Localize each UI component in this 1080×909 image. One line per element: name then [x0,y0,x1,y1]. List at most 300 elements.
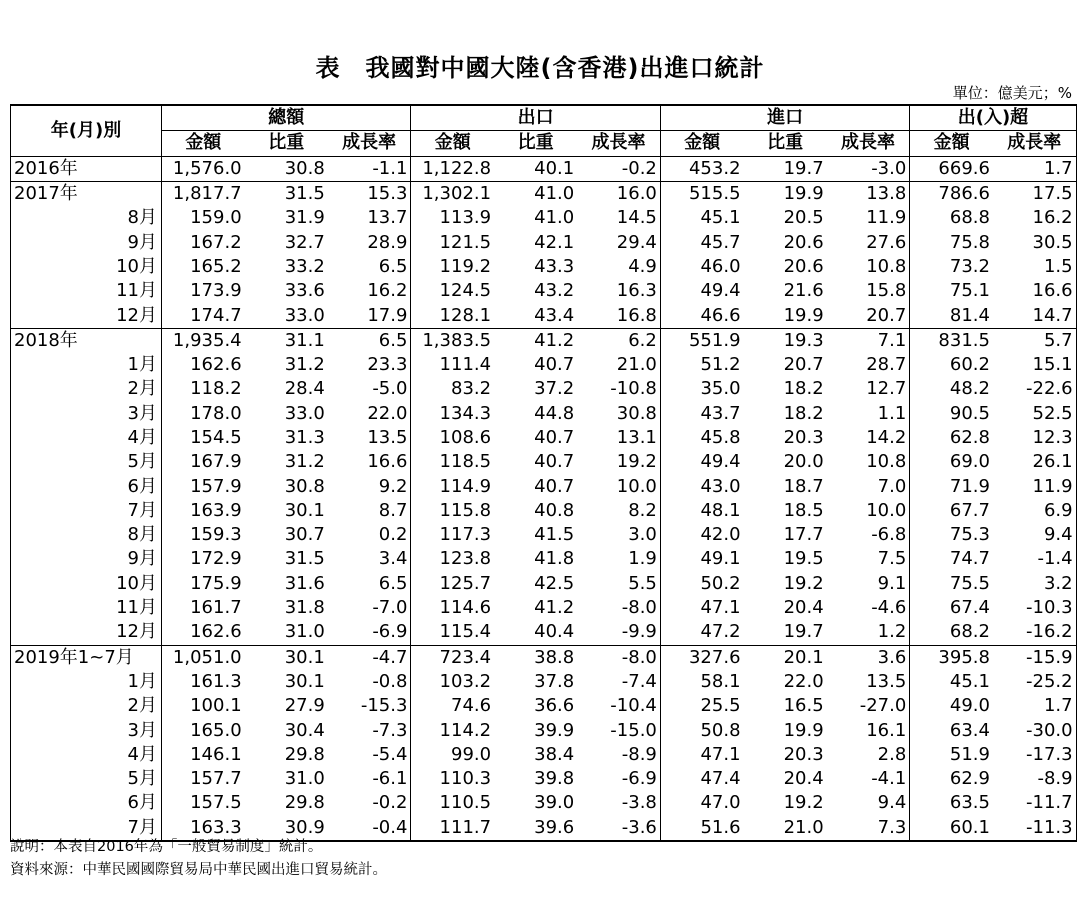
row-label-header: 年(月)別 [11,105,162,156]
table-cell: -15.9 [993,645,1076,670]
table-cell: 327.6 [660,645,743,670]
table-cell: 71.9 [910,474,993,498]
sub-header: 成長率 [993,131,1076,156]
table-cell: 14.5 [616,207,657,229]
table-cell: 41.0 [534,207,575,229]
table-cell: -6.1 [372,768,408,790]
row-label: 4月 [11,426,162,450]
table-cell: 41.5 [534,524,575,546]
table-cell: 60.2 [910,353,993,377]
sub-header: 成長率 [577,131,660,156]
table-cell: 49.4 [660,450,743,474]
table-cell: 20.3 [783,427,824,448]
table-cell: 49.1 [660,547,743,571]
table-cell: -0.2 [577,156,660,181]
table-cell: -8.9 [621,743,657,765]
row-label: 5月 [11,450,162,474]
row-label: 10月 [11,255,162,279]
table-cell: 10.8 [866,255,907,277]
table-cell: 118.2 [162,377,245,401]
table-cell: 36.6 [534,695,575,717]
table-cell: 75.1 [910,279,993,303]
table-cell: 45.8 [660,426,743,450]
row-label: 6月 [11,474,162,498]
table-cell: 46.6 [660,303,743,328]
table-cell: 5.5 [628,572,657,594]
explanation-note: 說明：本表自2016年為「一般貿易制度」統計。 [10,839,323,855]
group-header-balance: 出(入)超 [910,105,1076,131]
table-cell: -1.1 [328,156,411,181]
table-cell: 67.7 [910,499,993,523]
table-cell: 20.0 [783,451,824,473]
table-cell: 17.9 [367,304,408,326]
table-cell: 33.6 [284,280,325,302]
table-cell: -25.2 [993,670,1076,694]
table-cell: 39.8 [534,768,575,790]
table-cell: 30.7 [284,524,325,546]
table-cell: 1,302.1 [411,181,494,206]
table-cell: 17.5 [993,181,1076,206]
sub-header: 成長率 [827,131,910,156]
table-cell: -5.0 [372,378,408,400]
row-label: 2月 [11,694,162,718]
table-cell: 20.6 [783,231,824,253]
table-cell: 117.3 [411,523,494,547]
sub-header: 金額 [660,131,743,156]
unit-note: 單位：億美元；% [952,84,1072,102]
group-header-total: 總額 [162,105,411,131]
table-cell: 31.0 [284,621,325,643]
table-cell: 49.0 [910,694,993,718]
table-cell: 31.5 [245,181,328,206]
table-cell: 69.0 [910,450,993,474]
table-cell: 3.2 [993,572,1076,596]
table-cell: 20.7 [866,304,907,326]
table-cell: 3.4 [378,548,408,570]
row-label: 2月 [11,377,162,401]
table-cell: 19.2 [783,792,824,814]
table-cell: 31.0 [284,768,325,790]
row-label: 2018年 [11,328,162,353]
row-label: 9月 [11,230,162,254]
table-cell: 18.5 [783,499,824,521]
table-row [11,694,1077,718]
table-cell: 7.0 [877,475,907,497]
table-cell: 30.8 [284,475,325,497]
table-row [11,279,1077,303]
table-cell: 157.7 [162,767,245,791]
table-cell: 124.5 [411,279,494,303]
table-cell: 7.3 [827,816,910,841]
table-cell: 20.1 [744,645,827,670]
table-cell: -0.8 [372,670,408,692]
table-cell: 125.7 [411,572,494,596]
row-label: 8月 [11,206,162,230]
table-cell: 157.5 [162,791,245,815]
table-cell: 13.5 [866,670,907,692]
table-cell: 47.1 [660,743,743,767]
sub-header: 金額 [910,131,993,156]
table-cell: 52.5 [993,402,1076,426]
table-cell: 10.0 [616,475,657,497]
footnotes [10,836,387,882]
table-cell: 29.8 [284,743,325,765]
row-label: 2019年1~7月 [11,645,162,670]
table-cell: 75.5 [910,572,993,596]
table-cell: 167.9 [162,450,245,474]
table-cell: 161.7 [162,596,245,620]
table-cell: 40.7 [534,475,575,497]
table-cell: 81.4 [910,303,993,328]
table-cell: 1.5 [993,255,1076,279]
group-header-import: 進口 [660,105,909,131]
table-cell: 515.5 [660,181,743,206]
table-cell: -11.3 [993,816,1076,841]
row-label: 3月 [11,718,162,742]
table-cell: 13.5 [367,427,408,448]
table-cell: 110.5 [411,791,494,815]
table-cell: 5.7 [993,328,1076,353]
row-label: 12月 [11,303,162,328]
table-cell: 30.1 [284,499,325,521]
table-cell: 40.7 [534,451,575,473]
table-cell: 108.6 [411,426,494,450]
table-cell: 19.9 [783,304,824,326]
table-cell: 20.4 [783,597,824,619]
table-row [11,450,1077,474]
table-cell: 15.8 [866,280,907,302]
table-cell: 9.4 [993,523,1076,547]
row-label: 5月 [11,767,162,791]
table-cell: 1,817.7 [162,181,245,206]
table-cell: 43.4 [534,304,575,326]
table-cell: 67.4 [910,596,993,620]
table-cell: 47.4 [660,767,743,791]
table-cell: 111.7 [411,816,494,841]
table-cell: 453.2 [660,156,743,181]
table-cell: 20.3 [783,743,824,765]
table-cell: -6.9 [621,768,657,790]
table-cell: 39.9 [534,719,575,741]
source-note: 資料來源：中華民國國際貿易局中華民國出進口貿易統計。 [10,862,387,878]
table-cell: 31.2 [284,354,325,376]
table-cell: 1.1 [877,402,907,424]
table-cell: 30.1 [284,670,325,692]
table-cell: -17.3 [993,743,1076,767]
table-cell: 45.1 [660,206,743,230]
table-cell: 19.9 [783,719,824,741]
table-cell: 43.3 [534,255,575,277]
table-cell: 173.9 [162,279,245,303]
table-cell: 10.0 [866,499,907,521]
table-cell: 73.2 [910,255,993,279]
table-cell: 6.5 [378,572,408,594]
table-cell: 16.5 [783,695,824,717]
table-cell: 6.5 [378,255,408,277]
table-row [11,499,1077,523]
table-cell: 99.0 [411,743,494,767]
table-cell: 19.2 [616,451,657,473]
table-cell: 42.5 [534,572,575,594]
row-label: 4月 [11,743,162,767]
table-cell: 28.7 [866,354,907,376]
table-cell: 50.2 [660,572,743,596]
table-cell: 4.9 [628,255,657,277]
table-cell: -7.0 [372,597,408,619]
table-cell: 9.4 [877,792,907,814]
table-cell: 33.2 [284,255,325,277]
table-cell: 47.0 [660,791,743,815]
table-cell: 16.0 [577,181,660,206]
table-cell: 8.2 [628,499,657,521]
table-cell: 10.8 [866,451,907,473]
table-cell: 42.0 [660,523,743,547]
table-row [11,402,1077,426]
table-cell: 175.9 [162,572,245,596]
table-cell: -6.8 [871,524,907,546]
table-cell: 39.6 [494,816,577,841]
row-label: 8月 [11,523,162,547]
table-cell: 121.5 [411,230,494,254]
table-cell: 831.5 [910,328,993,353]
table-row [11,547,1077,571]
table-cell: 20.6 [783,255,824,277]
table-cell: 37.2 [534,378,575,400]
table-cell: 16.1 [866,719,907,741]
group-header-export: 出口 [411,105,660,131]
table-cell: 1,576.0 [162,156,245,181]
table-cell: 114.9 [411,474,494,498]
sub-header: 比重 [245,131,328,156]
table-cell: -8.9 [993,767,1076,791]
table-cell: 9.1 [877,572,907,594]
table-cell: 37.8 [534,670,575,692]
table-cell: 30.4 [284,719,325,741]
table-cell: 49.4 [660,279,743,303]
row-label: 9月 [11,547,162,571]
table-cell: 128.1 [411,303,494,328]
table-row [11,255,1077,279]
table-row [11,377,1077,401]
table-cell: 47.2 [660,620,743,645]
table-cell: -0.2 [372,792,408,814]
table-cell: 146.1 [162,743,245,767]
table-cell: 7.1 [827,328,910,353]
table-cell: 165.2 [162,255,245,279]
sub-header: 金額 [411,131,494,156]
table-cell: 111.4 [411,353,494,377]
table-cell: -7.4 [621,670,657,692]
row-label: 1月 [11,670,162,694]
table-cell: 13.1 [616,427,657,448]
table-cell: 74.7 [910,547,993,571]
table-cell: 22.0 [783,670,824,692]
table-row [11,206,1077,230]
row-label: 10月 [11,572,162,596]
table-cell: 30.8 [616,402,657,424]
row-label: 7月 [11,499,162,523]
table-cell: -3.0 [827,156,910,181]
table-cell: 43.0 [660,474,743,498]
table-cell: 16.8 [616,304,657,326]
table-cell: 163.3 [162,816,245,841]
table-cell: 13.7 [367,207,408,229]
table-cell: 9.2 [378,475,408,497]
row-label: 6月 [11,791,162,815]
table-cell: 786.6 [910,181,993,206]
table-cell: 20.7 [783,354,824,376]
table-cell: 41.0 [494,181,577,206]
table-cell: 17.7 [783,524,824,546]
table-cell: 48.1 [660,499,743,523]
table-cell: 31.8 [284,597,325,619]
table-cell: 74.6 [411,694,494,718]
table-cell: 62.9 [910,767,993,791]
table-cell: 159.3 [162,523,245,547]
table-cell: 172.9 [162,547,245,571]
table-cell: 38.4 [534,743,575,765]
table-cell: 19.7 [783,621,824,643]
table-cell: 68.8 [910,206,993,230]
table-cell: -16.2 [993,620,1076,645]
table-cell: 51.6 [660,816,743,841]
table-cell: 167.2 [162,230,245,254]
table-cell: 18.2 [783,378,824,400]
table-cell: 178.0 [162,402,245,426]
table-cell: 19.2 [783,572,824,594]
table-cell: 1,122.8 [411,156,494,181]
table-cell: 47.1 [660,596,743,620]
sub-header: 成長率 [328,131,411,156]
table-cell: 40.7 [534,354,575,376]
table-row [11,230,1077,254]
table-cell: -9.9 [621,621,657,643]
sub-header: 比重 [744,131,827,156]
table-cell: 40.4 [534,621,575,643]
table-cell: 1,051.0 [162,645,245,670]
table-cell: 31.5 [284,548,325,570]
table-cell: 21.0 [744,816,827,841]
table-cell: 162.6 [162,620,245,645]
table-cell: -11.7 [993,791,1076,815]
table-cell: 35.0 [660,377,743,401]
table-cell: -8.0 [577,645,660,670]
table-cell: 16.6 [993,279,1076,303]
table-cell: 44.8 [534,402,575,424]
sub-header: 金額 [162,131,245,156]
table-cell: 100.1 [162,694,245,718]
table-cell: -15.3 [360,695,408,717]
row-label: 12月 [11,620,162,645]
row-label: 11月 [11,279,162,303]
table-cell: 8.7 [378,499,408,521]
table-cell: 75.3 [910,523,993,547]
table-cell: -3.8 [621,792,657,814]
table-cell: 51.2 [660,353,743,377]
table-cell: 63.4 [910,718,993,742]
table-cell: 75.8 [910,230,993,254]
table-row [11,181,1077,206]
table-cell: 669.6 [910,156,993,181]
table-cell: 15.1 [993,353,1076,377]
table-row [11,474,1077,498]
row-label: 2017年 [11,181,162,206]
table-cell: 62.8 [910,426,993,450]
table-cell: 21.6 [783,280,824,302]
table-row [11,670,1077,694]
table-cell: 723.4 [411,645,494,670]
row-label: 7月 [11,816,162,841]
table-cell: 119.2 [411,255,494,279]
table-cell: 40.1 [494,156,577,181]
table-cell: 163.9 [162,499,245,523]
table-cell: 21.0 [616,354,657,376]
row-label: 1月 [11,353,162,377]
table-cell: -22.6 [993,377,1076,401]
table-cell: -10.4 [610,695,657,717]
row-label: 11月 [11,596,162,620]
table-cell: 28.9 [367,231,408,253]
table-cell: 60.1 [910,816,993,841]
table-cell: 30.8 [245,156,328,181]
table-cell: 90.5 [910,402,993,426]
table-cell: 45.7 [660,230,743,254]
table-cell: 33.0 [284,402,325,424]
table-cell: 19.5 [783,548,824,570]
table-cell: 115.8 [411,499,494,523]
table-cell: 134.3 [411,402,494,426]
table-cell: 6.2 [577,328,660,353]
table-cell: 18.7 [783,475,824,497]
table-cell: 27.6 [866,231,907,253]
table-cell: -15.0 [610,719,657,741]
table-cell: 45.1 [910,670,993,694]
table-cell: 19.9 [744,181,827,206]
table-cell: -10.8 [610,378,657,400]
table-row [11,426,1077,450]
table-cell: 12.7 [866,378,907,400]
table-cell: 39.0 [534,792,575,814]
table-cell: 40.7 [534,427,575,448]
table-cell: 38.8 [494,645,577,670]
table-cell: 6.5 [328,328,411,353]
table-cell: 12.3 [993,426,1076,450]
table-cell: 51.9 [910,743,993,767]
table-cell: 174.7 [162,303,245,328]
table-cell: 31.1 [245,328,328,353]
table-cell: 13.8 [827,181,910,206]
table-cell: 58.1 [660,670,743,694]
table-cell: -6.9 [372,621,408,643]
table-row [11,596,1077,620]
table-row [11,303,1077,328]
table-cell: 30.5 [993,230,1076,254]
table-cell: 16.2 [993,206,1076,230]
table-cell: 115.4 [411,620,494,645]
table-cell: 110.3 [411,767,494,791]
table-cell: 23.3 [367,354,408,376]
table-cell: 46.0 [660,255,743,279]
table-cell: 43.7 [660,402,743,426]
sub-header: 比重 [494,131,577,156]
table-cell: 42.1 [534,231,575,253]
table-cell: 30.1 [245,645,328,670]
table-cell: 1.7 [993,694,1076,718]
table-cell: 26.1 [993,450,1076,474]
table-cell: 1,383.5 [411,328,494,353]
table-cell: 31.3 [284,427,325,448]
table-cell: 162.6 [162,353,245,377]
